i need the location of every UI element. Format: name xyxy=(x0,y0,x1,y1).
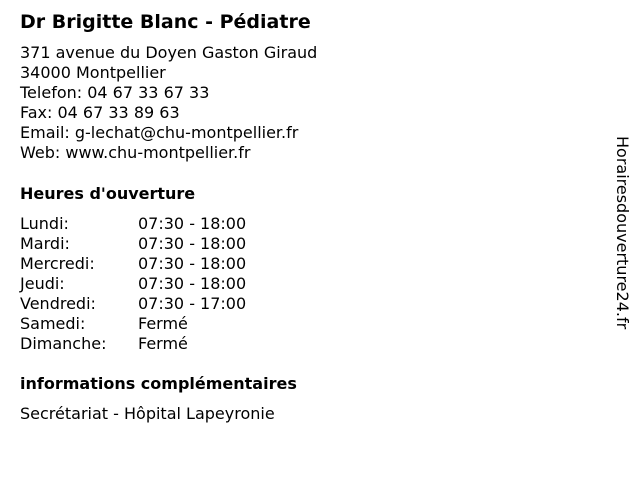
hours-day: Mercredi: xyxy=(20,254,95,273)
hours-row-wednesday xyxy=(20,254,246,274)
hours-day: Jeudi: xyxy=(20,274,65,293)
address-line-2: 34000 Montpellier xyxy=(20,63,166,82)
hours-row-monday xyxy=(20,214,246,234)
hours-row-saturday xyxy=(20,314,246,334)
page-title: Dr Brigitte Blanc - Pédiatre xyxy=(20,11,311,33)
info-text: Secrétariat - Hôpital Lapeyronie xyxy=(20,404,275,423)
hours-row-tuesday xyxy=(20,234,246,254)
hours-day: Mardi: xyxy=(20,234,70,253)
hours-time: Fermé xyxy=(138,314,188,333)
hours-time: 07:30 - 17:00 xyxy=(138,294,247,313)
hours-day: Samedi: xyxy=(20,314,86,333)
hours-time: 07:30 - 18:00 xyxy=(138,274,247,293)
info-heading: informations complémentaires xyxy=(20,374,297,393)
contact-block xyxy=(20,43,317,163)
hours-day: Vendredi: xyxy=(20,294,96,313)
hours-row-friday xyxy=(20,294,246,314)
phone-line: Telefon: 04 67 33 67 33 xyxy=(20,83,210,102)
web-line: Web: www.chu-montpellier.fr xyxy=(20,143,251,162)
hours-day: Dimanche: xyxy=(20,334,107,353)
hours-row-sunday xyxy=(20,334,246,354)
hours-time: 07:30 - 18:00 xyxy=(138,234,247,253)
fax-line: Fax: 04 67 33 89 63 xyxy=(20,103,180,122)
hours-heading: Heures d'ouverture xyxy=(20,184,196,203)
hours-time: Fermé xyxy=(138,334,188,353)
hours-time: 07:30 - 18:00 xyxy=(138,214,247,233)
hours-row-thursday xyxy=(20,274,246,294)
address-line-1: 371 avenue du Doyen Gaston Giraud xyxy=(20,43,318,62)
site-watermark: Horairesdouverture24.fr xyxy=(613,136,632,330)
email-line: Email: g-lechat@chu-montpellier.fr xyxy=(20,123,299,142)
hours-table xyxy=(20,214,246,354)
hours-time: 07:30 - 18:00 xyxy=(138,254,247,273)
hours-day: Lundi: xyxy=(20,214,69,233)
